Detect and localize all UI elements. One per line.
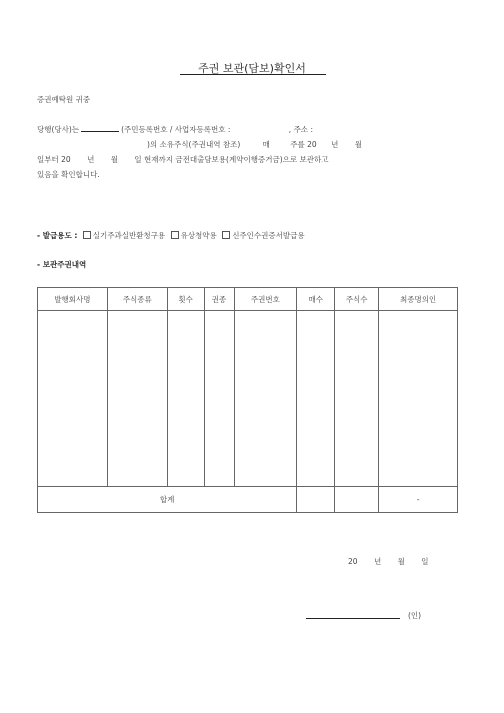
body-text: 주를 20	[290, 140, 317, 149]
total-sheets[interactable]	[297, 487, 335, 513]
addressee: 증권예탁원 귀중	[37, 95, 91, 104]
header-denomination: 권종	[204, 288, 234, 311]
checkbox-warrant[interactable]	[222, 231, 230, 239]
body-text: 년	[87, 155, 95, 164]
date-year-prefix: 20	[348, 557, 358, 566]
table-cell[interactable]	[167, 311, 204, 487]
body-line-2	[147, 139, 362, 150]
header-final-holder: 최종명의인	[379, 288, 458, 311]
table-cell[interactable]	[38, 311, 108, 487]
total-label: 합계	[38, 487, 297, 513]
signature-line[interactable]	[306, 618, 400, 619]
table-cell[interactable]	[335, 311, 379, 487]
purpose-option: 유상청약용	[180, 231, 217, 240]
date-line	[348, 556, 428, 567]
date-day: 일	[421, 557, 429, 566]
title-underline	[180, 74, 326, 75]
purpose-option: 신주인수권증서발급용	[232, 231, 305, 240]
header-stock-type: 주식종류	[107, 288, 167, 311]
body-text: 년	[331, 140, 339, 149]
header-issuer: 발행회사명	[38, 288, 108, 311]
checkbox-subscription[interactable]	[171, 231, 179, 239]
document-title: 주권 보관(담보)확인서	[198, 62, 306, 75]
header-count: 횟수	[167, 288, 204, 311]
total-row	[38, 487, 458, 513]
purpose-row	[37, 230, 305, 241]
date-year: 년	[373, 557, 382, 566]
body-text: 당행(당사)는	[37, 125, 80, 134]
stock-section-label: - 보관주권내역	[37, 260, 87, 269]
table-cell[interactable]	[379, 311, 458, 487]
header-certificate-number: 주권번호	[234, 288, 297, 311]
body-text: 일 현재까지 금전대출담보용(계약이행증거금)으로 보관하고	[134, 155, 329, 164]
checkbox-refund[interactable]	[83, 231, 91, 239]
table-cell[interactable]	[107, 311, 167, 487]
body-text: 월	[354, 140, 362, 149]
stock-table	[37, 287, 458, 513]
body-text: )의 소유주식(주권내역 참조)	[147, 140, 241, 149]
body-line-1	[37, 124, 313, 135]
body-text: 매	[262, 140, 270, 149]
header-sheets: 매수	[297, 288, 335, 311]
blank-line	[81, 125, 119, 132]
body-line-3	[37, 154, 328, 165]
body-text: , 주소 :	[288, 125, 313, 134]
table-cell[interactable]	[234, 311, 297, 487]
body-text: 월	[110, 155, 118, 164]
table-cell[interactable]	[204, 311, 234, 487]
body-text: (주민등록번호 / 사업자등록번호 :	[121, 125, 231, 134]
body-line-4: 있음을 확인합니다.	[37, 170, 100, 179]
table-header-row	[38, 288, 458, 311]
table-row	[38, 311, 458, 487]
total-shares[interactable]	[335, 487, 379, 513]
purpose-label: - 발급용도 :	[37, 231, 78, 240]
purpose-option: 실기주과실반환청구용	[92, 231, 166, 240]
total-final: -	[379, 487, 458, 513]
header-shares: 주식수	[335, 288, 379, 311]
seal-mark: (인)	[408, 611, 422, 620]
date-month: 월	[397, 557, 405, 566]
body-text: 일부터 20	[37, 155, 71, 164]
table-cell[interactable]	[297, 311, 335, 487]
